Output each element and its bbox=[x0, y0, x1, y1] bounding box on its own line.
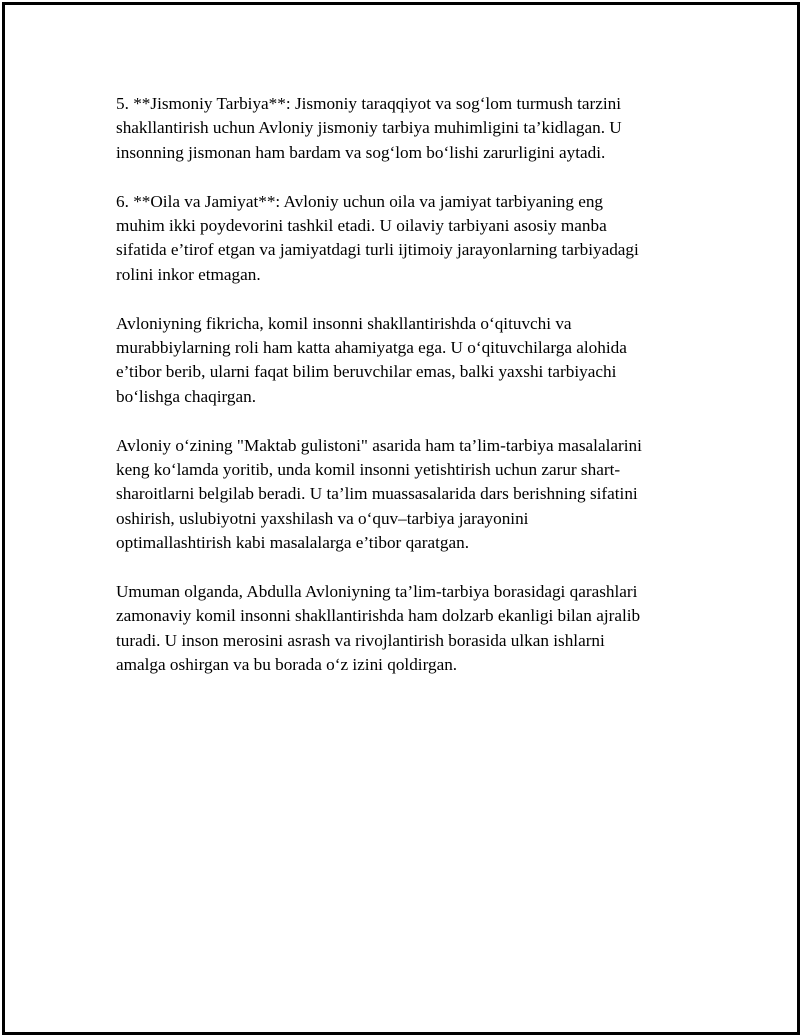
document-body bbox=[116, 92, 696, 702]
paragraph-conclusion: Umuman olganda, Abdulla Avloniyning ta’lim-tarbiya borasidagi qarashlari zamonaviy komil insonni shakllantirishda ham dolzarb ekanligi bilan ajralib turadi. U inson merosini asrash va rivojlantirish borasida ulkan ishlarni amalga oshirgan va bu borada o‘z izini qoldirgan. bbox=[116, 582, 641, 675]
paragraph-physical-education: 5. **Jismoniy Tarbiya**: Jismoniy taraqqiyot va sog‘lom turmush tarzini shakllantirish uchun Avloniy jismoniy tarbiya muhimligini ta’kidlagan. U insonning jismonan ham bardam va sog‘lom bo‘lishi zarurligini aytadi. bbox=[116, 94, 622, 162]
paragraph-family-society: 6. **Oila va Jamiyat**: Avloniy uchun oila va jamiyat tarbiyaning eng muhim ikki poydevorini tashkil etadi. U oilaviy tarbiyani asosiy manba sifatida e’tirof etgan va jamiyatdagi turli ijtimoiy jarayonlarning tarbiyadagi rolini inkor etmagan. bbox=[116, 191, 639, 284]
paragraph-teachers-role: Avloniyning fikricha, komil insonni shakllantirishda o‘qituvchi va murabbiylarning roli ham katta ahamiyatga ega. U o‘qituvchilarga alohida e’tibor berib, ularni faqat bilim beruvchilar emas, balki yaxshi tarbiyachi bo‘lishga chaqirgan. bbox=[116, 313, 627, 406]
paragraph-maktab-gulistoni: Avloniy o‘zining "Maktab gulistoni" asarida ham ta’lim-tarbiya masalalarini keng ko‘lamda yoritib, unda komil insonni yetishtirish uchun zarur shart- sharoitlarni belgilab beradi. U ta’lim muassasalarida dars berishning sifatini oshirish, uslubiyotni yaxshilash va o‘quv–tarbiya jarayonini optimallashtirish kabi masalalarga e’tibor qaratgan. bbox=[116, 435, 642, 553]
